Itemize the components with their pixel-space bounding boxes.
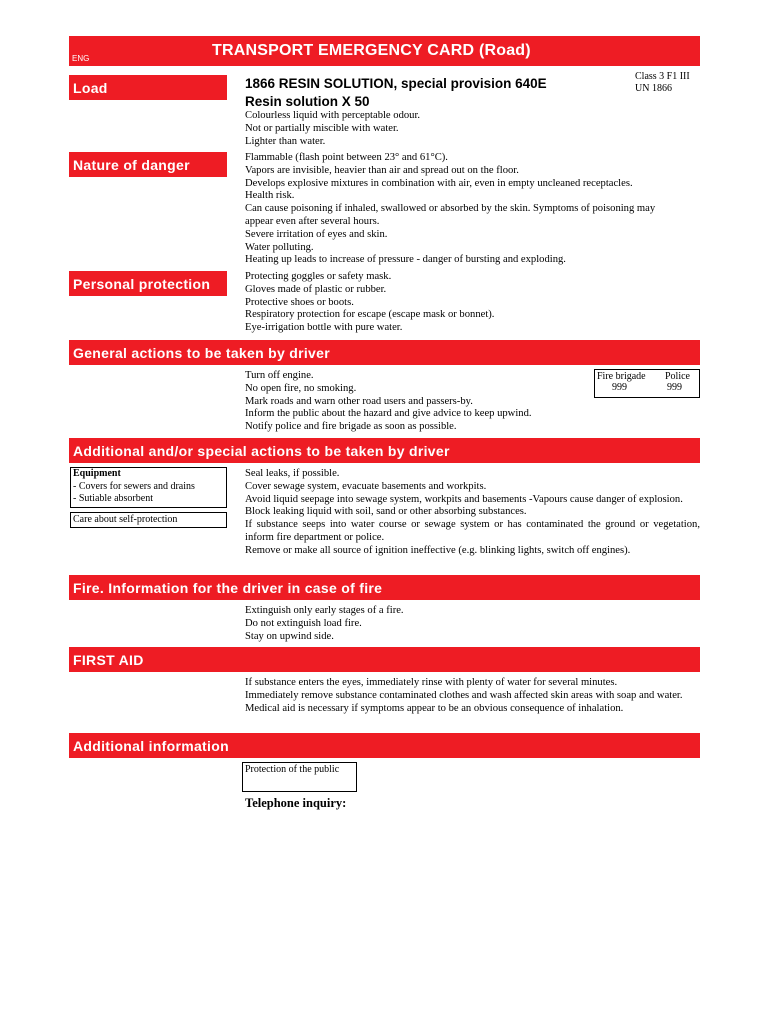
section-label-nature-of-danger: Nature of danger (73, 157, 190, 173)
additional-action-line: Seal leaks, if possible. (245, 468, 340, 479)
hazard-class: Class 3 F1 III (635, 71, 690, 82)
page-title: TRANSPORT EMERGENCY CARD (Road) (212, 42, 531, 59)
danger-line: Water polluting. (245, 241, 314, 253)
additional-action-line: Cover sewage system, evacuate basements and workpits. (245, 480, 487, 492)
first-aid-line: Medical aid is necessary if symptoms appear to be an obvious consequence of inhalation. (245, 702, 624, 714)
police-label: Police (665, 371, 690, 382)
fire-brigade-number: 999 (612, 382, 627, 393)
danger-line: Develops explosive mixtures in combination with air, even in empty uncleaned receptacles. (245, 177, 633, 189)
additional-action-line: If substance seeps into water course or sewage system or has contaminated the ground or vegetation, inform fire department or police. (245, 519, 700, 543)
first-aid-line: If substance enters the eyes, immediately rinse with plenty of water for several minutes. (245, 677, 618, 688)
additional-actions-text (245, 468, 700, 558)
section-label-fire: Fire. Information for the driver in case of fire (73, 580, 383, 596)
danger-line: Health risk. (245, 190, 295, 202)
section-label-personal-protection: Personal protection (73, 276, 211, 292)
load-desc-line: Not or partially miscible with water. (245, 122, 399, 134)
section-bar-first-aid (69, 647, 700, 672)
load-desc-line: Lighter than water. (245, 135, 326, 147)
fire-line: Extinguish only early stages of a fire. (245, 605, 404, 616)
general-action-line: Notify police and fire brigade as soon as possible. (245, 421, 457, 433)
load-name-line1: 1866 RESIN SOLUTION, special provision 640E (245, 76, 547, 91)
additional-action-line: Block leaking liquid with soil, sand or other absorbing substances. (245, 506, 527, 518)
load-desc-line: Colourless liquid with perceptable odour. (245, 110, 421, 121)
general-actions-text (245, 370, 532, 434)
protection-line: Protecting goggles or safety mask. (245, 271, 392, 282)
protection-line: Eye-irrigation bottle with pure water. (245, 322, 403, 334)
danger-line: appear even after several hours. (245, 215, 380, 227)
load-name-line2: Resin solution X 50 (245, 94, 370, 109)
section-label-additional-info: Additional information (73, 738, 229, 754)
protection-line: Respiratory protection for escape (escape mask or bonnet). (245, 309, 495, 321)
danger-line: Severe irritation of eyes and skin. (245, 228, 388, 240)
section-label-general-actions: General actions to be taken by driver (73, 345, 330, 361)
equipment-item: - Sutiable absorbent (73, 493, 153, 504)
self-protection-text: Care about self-protection (73, 514, 178, 525)
section-label-first-aid: FIRST AID (73, 652, 144, 668)
equipment-box (70, 467, 227, 508)
police-number: 999 (667, 382, 682, 393)
fire-brigade-label: Fire brigade (597, 371, 646, 382)
emergency-contacts-box (594, 369, 700, 398)
first-aid-text (245, 677, 700, 715)
additional-action-line: Remove or make all source of ignition ineffective (e.g. blinking lights, switch off engines). (245, 544, 631, 556)
danger-line: Flammable (flash point between 23° and 61°C). (245, 152, 448, 163)
section-label-load: Load (73, 80, 108, 96)
general-action-line: No open fire, no smoking. (245, 382, 357, 394)
self-protection-box (70, 512, 227, 528)
personal-protection-text (245, 271, 494, 335)
protection-of-public-box (242, 762, 357, 792)
fire-line: Do not extinguish load fire. (245, 617, 362, 629)
equipment-title: Equipment (73, 468, 121, 479)
language-code: ENG (72, 54, 90, 63)
protection-line: Gloves made of plastic or rubber. (245, 283, 387, 295)
load-description (245, 110, 420, 148)
nature-of-danger-text (245, 152, 655, 267)
fire-text (245, 605, 404, 643)
additional-action-line: Avoid liquid seepage into sewage system, workpits and basements -Vapours cause danger of explosion. (245, 493, 683, 505)
danger-line: Heating up leads to increase of pressure - danger of bursting and exploding. (245, 254, 566, 266)
first-aid-line: Immediately remove substance contaminated clothes and wash affected skin areas with soap and water. (245, 689, 683, 701)
general-action-line: Mark roads and warn other road users and passers-by. (245, 395, 473, 407)
equipment-item: - Covers for sewers and drains (73, 481, 195, 492)
protection-line: Protective shoes or boots. (245, 296, 354, 308)
danger-line: Can cause poisoning if inhaled, swallowed or absorbed by the skin. Symptoms of poisoning may (245, 203, 656, 215)
general-action-line: Inform the public about the hazard and give advice to keep upwind. (245, 408, 532, 420)
general-action-line: Turn off engine. (245, 370, 314, 381)
danger-line: Vapors are invisible, heavier than air and spread out on the floor. (245, 164, 519, 176)
section-label-additional-actions: Additional and/or special actions to be taken by driver (73, 443, 450, 459)
telephone-inquiry-label: Telephone inquiry: (245, 796, 347, 810)
fire-line: Stay on upwind side. (245, 630, 334, 642)
un-number: UN 1866 (635, 83, 672, 94)
protection-of-public-text: Protection of the public (245, 764, 340, 775)
